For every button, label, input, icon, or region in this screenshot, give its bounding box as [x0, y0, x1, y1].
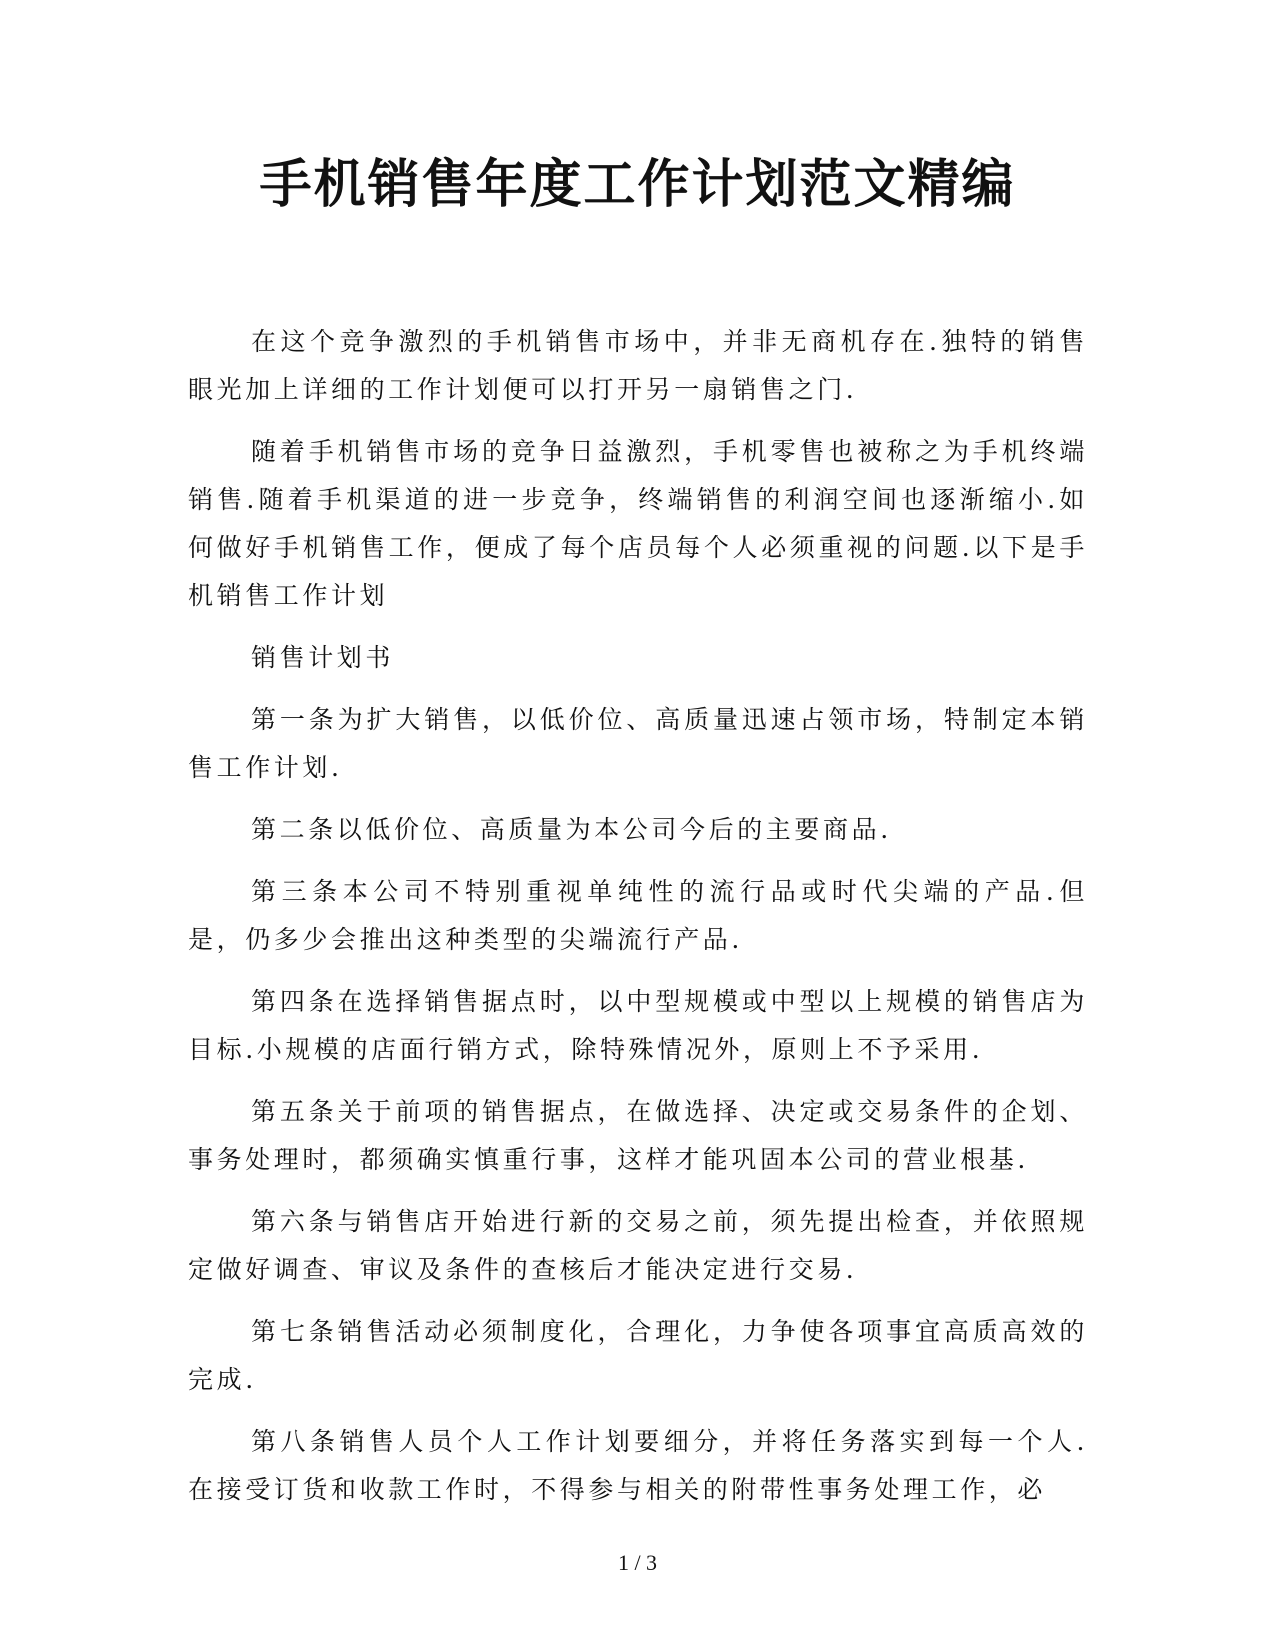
article-2: 第二条以低价位、高质量为本公司今后的主要商品.: [251, 815, 892, 844]
page-number: 1 / 3: [617, 1550, 658, 1575]
paragraph: 在这个竞争激烈的手机销售市场中，并非无商机存在.独特的销售眼光加上详细的工作计划便可以打开另一扇销售之门.: [188, 327, 1088, 404]
article-6: 第六条与销售店开始进行新的交易之前，须先提出检查，并依照规定做好调查、审议及条件的查核后才能决定进行交易.: [188, 1207, 1088, 1284]
paragraph: 随着手机销售市场的竞争日益激烈，手机零售也被称之为手机终端销售.随着手机渠道的进一步竞争，终端销售的利润空间也逐渐缩小.如何做好手机销售工作，便成了每个店员每个人必须重视的问题.以下是手机销售工作计划: [188, 437, 1088, 610]
article-4: 第四条在选择销售据点时，以中型规模或中型以上规模的销售店为目标.小规模的店面行销方式，除特殊情况外，原则上不予采用.: [188, 987, 1088, 1064]
document-title: 手机销售年度工作计划范文精编: [259, 154, 1016, 215]
document-body: [188, 318, 1088, 1528]
article-7: 第七条销售活动必须制度化，合理化，力争使各项事宜高质高效的完成.: [188, 1317, 1088, 1394]
article-5: 第五条关于前项的销售据点，在做选择、决定或交易条件的企划、事务处理时，都须确实慎重行事，这样才能巩固本公司的营业根基.: [188, 1097, 1088, 1174]
article-3: 第三条本公司不特别重视单纯性的流行品或时代尖端的产品.但是，仍多少会推出这种类型的尖端流行产品.: [188, 877, 1088, 954]
section-heading: 销售计划书: [251, 643, 395, 672]
article-1: 第一条为扩大销售，以低价位、高质量迅速占领市场，特制定本销售工作计划.: [188, 705, 1088, 782]
article-8: 第八条销售人员个人工作计划要细分，并将任务落实到每一个人.在接受订货和收款工作时，不得参与相关的附带性事务处理工作，必: [188, 1427, 1088, 1504]
